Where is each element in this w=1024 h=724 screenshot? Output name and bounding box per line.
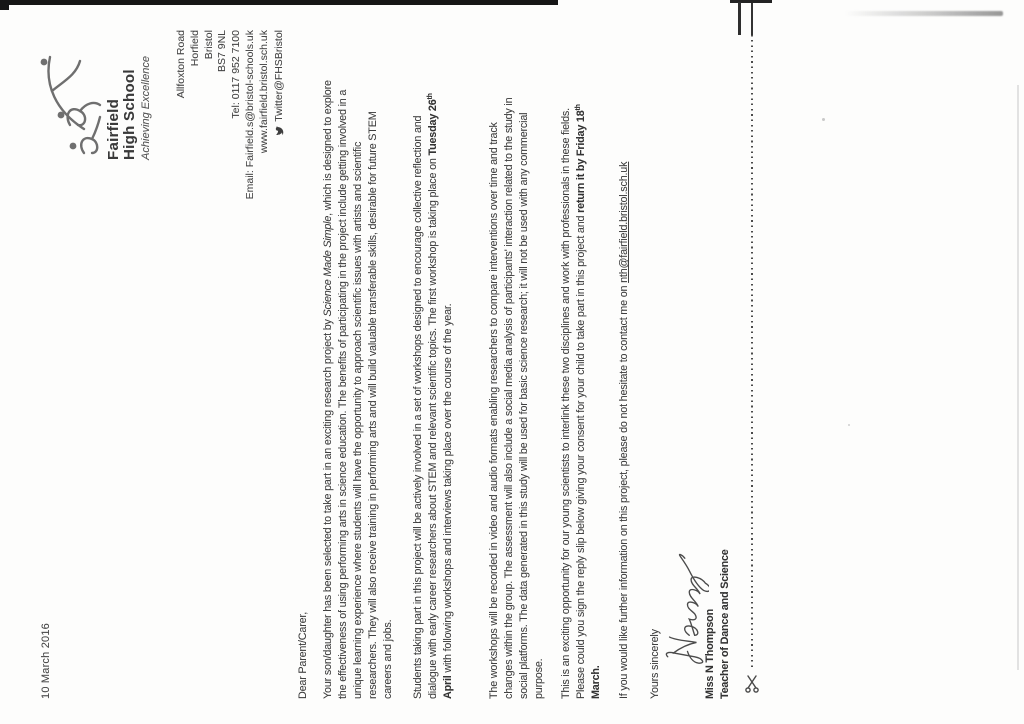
scissors-icon xyxy=(745,675,759,693)
letterhead xyxy=(36,30,286,199)
body-line: This is an exciting opportunity for our young scientists to interlink these two disciplines and work with professionals in these fields. xyxy=(560,108,572,699)
body-line: March. xyxy=(590,665,602,699)
signature-scrawl xyxy=(657,533,709,673)
paragraph xyxy=(321,31,396,699)
dancing-figures-icon xyxy=(36,47,104,159)
scan-artifact-smudge xyxy=(845,11,1003,16)
body-line: unique learning experience where students will have the opportunity to approach scientific issues with artists and scientific xyxy=(352,141,364,699)
scan-artifact-top-strip xyxy=(0,0,558,5)
paragraph xyxy=(487,31,547,699)
school-logo xyxy=(36,47,104,159)
twitter-bird-icon xyxy=(275,126,284,137)
scan-artifact-paper-edge xyxy=(1017,85,1019,670)
address-line: Allfoxton Road xyxy=(175,30,187,99)
dotted-line xyxy=(751,35,753,667)
body-line: careers and jobs. xyxy=(382,619,394,699)
scan-artifact-speck xyxy=(822,118,825,121)
body-line: changes within the group. The assessment will also include a social media analysis of participants' interaction related to the study in xyxy=(503,97,515,699)
body-line: Your son/daughter has been selected to take part in an exciting research project by Science Made Simple, which is designed to explore xyxy=(322,80,334,699)
body-line: If you would like further information on this project, please do not hesitate to contact me on nth@fairfield.bristol.sch.uk xyxy=(618,161,630,699)
school-name-line1: Fairfield xyxy=(105,98,122,160)
address-line: Email: Fairfield.s@bristol-schools.uk xyxy=(243,30,256,200)
paragraph xyxy=(617,31,632,699)
body-line: Please could you sign the reply slip below giving your consent for your child to take part in this project and return it by Friday 18th xyxy=(575,104,587,699)
twitter-handle: Twitter@FHSBristol xyxy=(272,30,285,122)
school-name xyxy=(106,56,154,160)
signature-handwritten xyxy=(657,31,709,673)
body-line: April with following workshops and interviews taking place over the course of the year. xyxy=(442,303,454,699)
school-tagline: Achieving Excellence xyxy=(140,56,152,160)
body-line: the effectiveness of using performing arts in science education. The benefits of participating in the project include getting involved in a xyxy=(337,89,349,699)
body-line: Students taking part in this project will be actively involved in a set of workshops designed to encourage collective reflection and xyxy=(412,115,424,699)
signatory-title: Teacher of Dance and Science xyxy=(719,549,731,699)
body-line: purpose. xyxy=(533,658,545,699)
cut-line-end xyxy=(751,0,753,35)
letter-body xyxy=(296,31,759,699)
body-line: dialogue with early career researchers about STEM and relevant scientific topics. The first workshop is taking place on Tuesday 26th xyxy=(427,93,439,699)
body-paragraphs xyxy=(321,31,632,699)
address-line: www.fairfield.bristol.sch.uk xyxy=(257,30,270,154)
body-line: social platforms. The data generated in this study will be used for basic science research; it will not be used with any commercial xyxy=(518,112,530,699)
twitter-line xyxy=(273,30,287,137)
letter-date: 10 March 2016 xyxy=(40,623,52,699)
paragraph xyxy=(411,31,456,699)
address-line: Horfield xyxy=(188,30,201,67)
salutation: Dear Parent/Carer, xyxy=(297,611,309,699)
scan-artifact-fold-tick xyxy=(738,2,741,35)
scan-artifact-speck xyxy=(848,424,850,426)
scan-artifact-top-strip2 xyxy=(730,0,772,3)
paragraph xyxy=(559,31,604,699)
address-line: Bristol xyxy=(202,30,215,60)
body-line: researchers. They will also receive training in performing arts and will build valuable transferable skills, desirable for future STEM xyxy=(367,111,379,699)
scan-artifact-corner xyxy=(0,0,9,10)
signatory-name: Miss N Thompson xyxy=(704,609,716,699)
address-block xyxy=(175,30,272,199)
closing: Yours sincerely xyxy=(649,629,661,699)
address-line: BS7 9NL xyxy=(216,30,229,73)
school-name-line2: High School xyxy=(121,69,138,160)
body-line: The workshops will be recorded in video and audio formats enabling researchers to compare interventions over time and track xyxy=(488,122,500,699)
address-line: Tel: 0117 952 7100 xyxy=(230,30,243,119)
cut-line xyxy=(745,0,759,699)
